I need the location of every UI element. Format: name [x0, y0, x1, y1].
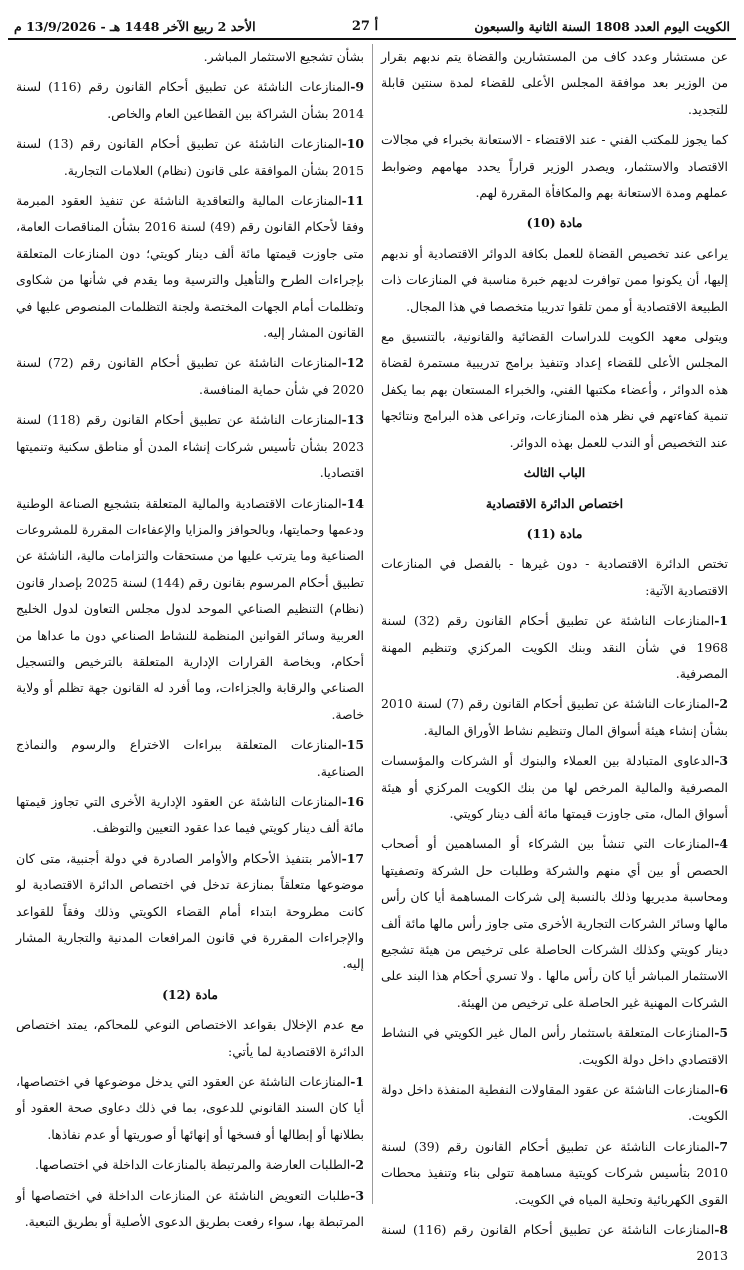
item-number: 2-: [714, 696, 728, 712]
list-item: [16, 131, 364, 184]
article-10-paragraph-2: ويتولى معهد الكويت للدراسات القضائية والقانونية، بالتنسيق مع المجلس الأعلى للقضاء إعداد وتنفيذ برامج تدريبية مستمرة لقضاة هذه الدوائر ، وأعضاء مكتبها الفني، والخبراء المستعان بهم بما يكفل تنمية كفاءتهم في نظر هذه المنازعات، وتراعى هذه البرامج ونتائجها عند التخصيص أو الندب للعمل بهذه الدوائر.: [381, 329, 728, 450]
item-number: 11-: [341, 193, 364, 209]
article-12-intro: مع عدم الإخلال بقواعد الاختصاص النوعي للمحاكم، يمتد اختصاص الدائرة الاقتصادية لما يأتي:: [16, 1017, 364, 1059]
item-text: المنازعات الناشئة عن عقود المقاولات النفطية المنفذة داخل دولة الكويت.: [381, 1082, 728, 1124]
item-number: 8-: [714, 1222, 728, 1238]
article-11-title: مادة (11): [526, 525, 583, 541]
item-text: المنازعات الناشئة عن تطبيق أحكام القانون رقم (7) لسنة 2010 بشأن إنشاء هيئة أسواق المال وتنظيم نشاط الأوراق المالية.: [381, 696, 728, 738]
item-number: 7-: [714, 1138, 728, 1154]
list-item: [381, 1020, 728, 1073]
item-number: 3-: [350, 1187, 364, 1203]
list-item: [16, 846, 364, 978]
list-item: [381, 831, 728, 1016]
list-item: [381, 1134, 728, 1213]
item-number: 16-: [341, 793, 364, 809]
chapter-subtitle: اختصاص الدائرة الاقتصادية: [485, 495, 624, 511]
item-text: الأمر بتنفيذ الأحكام والأوامر الصادرة في دولة أجنبية، متى كان موضوعها متعلقاً بمنازعة تدخل في اختصاص الدائرة الاقتصادية لو كانت مطروحة ابتداء أمام القضاء الكويتي وذلك وفقاً للقواعد والإجراءات المقررة في قانون المرافعات المدنية والتجارية المشار إليه.: [16, 850, 364, 972]
item-number: 14-: [341, 495, 364, 511]
list-item: [16, 1183, 364, 1236]
item-number: 6-: [714, 1082, 728, 1098]
item-text: المنازعات المالية والتعاقدية الناشئة عن تنفيذ العقود المبرمة وفقا لأحكام القانون رقم (49) لسنة 2016 بشأن المناقصات العامة، متى جاوزت قيمتها مائة ألف دينار كويتي؛ دون المنازعات المتعلقة بإجراءات الطرح والتأهيل والترسية وما يقدم في شأنها من شكاوى وتظلمات أمام الجهات المختصة ولجنة التظلمات المنصوص عليها في القانون المشار إليه.: [16, 193, 364, 341]
item-number: 13-: [341, 412, 364, 428]
list-item: [16, 789, 364, 842]
item-text: المنازعات المتعلقة باستثمار رأس المال غير الكويتي في النشاط الاقتصادي داخل دولة الكويت.: [381, 1025, 728, 1067]
article-11-items-left: [16, 74, 364, 977]
intro-paragraph: عن مستشار وعدد كاف من المستشارين والقضاة يتم ندبهم بقرار من الوزير بعد موافقة المجلس الأعلى للقضاء لمدة سنتين قابلة للتجديد.: [381, 49, 728, 117]
list-item: [16, 407, 364, 486]
item-text: المنازعات التي تنشأ بين الشركاء أو المساهمين أو أصحاب الحصص أو بين أي منهم والشركة وطلبات حل الشركة وتصفيتها ومحاسبة مديريها وذلك بالنسبة إلى شركات المساهمة أيا كان رأس مالها وسائر الشركات التجارية الأخرى متى جاوز رأس مالها مائة ألف دينار كويتي وكذلك الشركات الحاصلة على ترخيص من هيئة تشجيع الاستثمار المباشر أيا كان رأس مالها . ولا تسري أحكام هذا البند على الشركات المهنية غير الحاصلة على ترخيص من الهيئة.: [381, 836, 728, 1010]
page-header: [8, 4, 736, 40]
item-text: المنازعات الناشئة عن تطبيق أحكام القانون رقم (118) لسنة 2023 بشأن تأسيس شركات إنشاء المدن أو مناطق سكنية وتنميتها اقتصاديا.: [16, 412, 364, 481]
item-text: المنازعات الناشئة عن العقود التي يدخل موضوعها في اختصاصها، أيا كان السند القانوني للدعوى، بما في ذلك دعاوى صحة العقود أو بطلانها أو إبطالها أو فسخها أو إنهائها أو صوريتها أو عدم نفاذها.: [16, 1074, 364, 1142]
item-text: المنازعات الناشئة عن تطبيق أحكام القانون رقم (116) لسنة 2014 بشأن الشراكة بين القطاعين العام والخاص.: [16, 79, 364, 121]
item-number: 5-: [714, 1025, 728, 1041]
item-text: المنازعات الاقتصادية والمالية المتعلقة بتشجيع الصناعة الوطنية ودعمها وحمايتها، وبالحوافز والمزايا والإعفاءات المقررة للمشروعات الصناعية وما يترتب عليها من مستحقات والتزامات مالية، الناشئة عن تطبيق أحكام المرسوم بقانون رقم (144) لسنة 2025 بإصدار قانون (نظام) التنظيم الصناعي الموحد لدول مجلس التعاون لدول الخليج العربية وسائر القوانين المنظمة للنشاط الصناعي دون ما عداها من أحكام، وبخاصة القرارات الإدارية المتعلقة بالترخيص والتسجيل الصناعي والرقابة والجزاءات، وما أفرد له القانون جهة تظلم أو ولاية خاصة.: [16, 495, 364, 722]
item-number: 10-: [341, 136, 364, 152]
list-item: [16, 491, 364, 729]
left-column: [8, 44, 372, 1230]
item-text: المنازعات المتعلقة ببراءات الاختراع والرسوم والنماذج الصناعية.: [16, 737, 364, 779]
list-item: [16, 1069, 364, 1148]
item-number: 15-: [341, 737, 364, 753]
item-number: 2-: [350, 1157, 364, 1173]
item-text: المنازعات الناشئة عن تطبيق أحكام القانون رقم (116) لسنة 2013: [381, 1222, 728, 1264]
chapter-title: الباب الثالث: [523, 465, 586, 481]
item-number: 4-: [714, 836, 728, 852]
article-11-intro: تختص الدائرة الاقتصادية - دون غيرها - بالفصل في المنازعات الاقتصادية الآتية:: [381, 556, 728, 598]
header-issue: الكويت اليوم العدد 1808 السنة الثانية والسبعون: [474, 19, 730, 34]
list-item: [16, 74, 364, 127]
list-item: [381, 1217, 728, 1270]
item-number: 1-: [714, 613, 728, 629]
experts-paragraph: كما يجوز للمكتب الفني - عند الاقتضاء - الاستعانة بخبراء في مجالات الاقتصاد والاستثمار، ويصدر الوزير قراراً يحدد مهامهم وضوابط عملهم ومدة الاستعانة بهم والمكافأة المقررة لهم.: [381, 132, 728, 201]
article-11-items-right: [381, 608, 728, 1270]
list-item: [16, 732, 364, 785]
item-number: 1-: [350, 1074, 364, 1090]
list-item: [16, 350, 364, 403]
list-item: [381, 691, 728, 744]
article-12-items: [16, 1069, 364, 1235]
article-10-title: مادة (10): [526, 215, 583, 231]
item-text: المنازعات الناشئة عن تطبيق أحكام القانون رقم (13) لسنة 2015 بشأن الموافقة على قانون (نظام) العلامات التجارية.: [16, 136, 364, 178]
two-column-body: [8, 44, 736, 1264]
page-number: أ 27: [351, 19, 379, 34]
item-text: طلبات التعويض الناشئة عن المنازعات الداخلة في اختصاصها أو المرتبطة بها، سواء رفعت بطريق الدعوى الأصلية أو بطريق التبعية.: [16, 1187, 364, 1230]
item-text: المنازعات الناشئة عن العقود الإدارية الأخرى التي تجاوز قيمتها مائة ألف دينار كويتي فيما عدا عقود التعيين والتوظف.: [16, 793, 364, 836]
item-number: 12-: [341, 355, 364, 371]
item-number: 9-: [350, 79, 364, 95]
list-item: [16, 1152, 364, 1178]
item-text: الطلبات العارضة والمرتبطة بالمنازعات الداخلة في اختصاصها.: [34, 1157, 351, 1173]
item-text: المنازعات الناشئة عن تطبيق أحكام القانون رقم (72) لسنة 2020 في شأن حماية المنافسة.: [16, 355, 364, 397]
article-10-paragraph-1: يراعى عند تخصيص القضاة للعمل بكافة الدوائر الاقتصادية أو ندبهم إليها، أن يكونوا ممن توافرت لديهم خبرة مناسبة في المنازعات ذات الطبيعة الاقتصادية أو ممن تلقوا تدريبا متخصصا في هذا المجال.: [381, 245, 728, 314]
list-item: [381, 1077, 728, 1130]
article-12-title: مادة (12): [162, 986, 218, 1002]
list-item: [16, 188, 364, 346]
item-number: 17-: [341, 850, 364, 866]
continuation-text: بشأن تشجيع الاستثمار المباشر.: [203, 49, 364, 64]
list-item: [381, 608, 728, 687]
item-text: الدعاوى المتبادلة بين العملاء والبنوك أو الشركات والمؤسسات المصرفية والمالية المرخص لها من بنك الكويت المركزي أو هيئة أسواق المال، متى جاوزت قيمتها مائة ألف دينار كويتي.: [381, 753, 728, 821]
item-number: 3-: [714, 753, 728, 769]
header-date: الأحد 2 ربيع الآخر 1448 هـ - 13/9/2026 م: [14, 19, 256, 34]
right-column: [372, 44, 736, 1264]
item-text: المنازعات الناشئة عن تطبيق أحكام القانون رقم (39) لسنة 2010 بتأسيس شركات كويتية مساهمة تتولى بناء وتنفيذ محطات القوى الكهربائية وتحلية المياه في الكويت.: [381, 1138, 728, 1207]
item-text: المنازعات الناشئة عن تطبيق أحكام القانون رقم (32) لسنة 1968 في شأن النقد وبنك الكويت المركزي وتنظيم المهنة المصرفية.: [381, 613, 728, 681]
list-item: [381, 748, 728, 827]
